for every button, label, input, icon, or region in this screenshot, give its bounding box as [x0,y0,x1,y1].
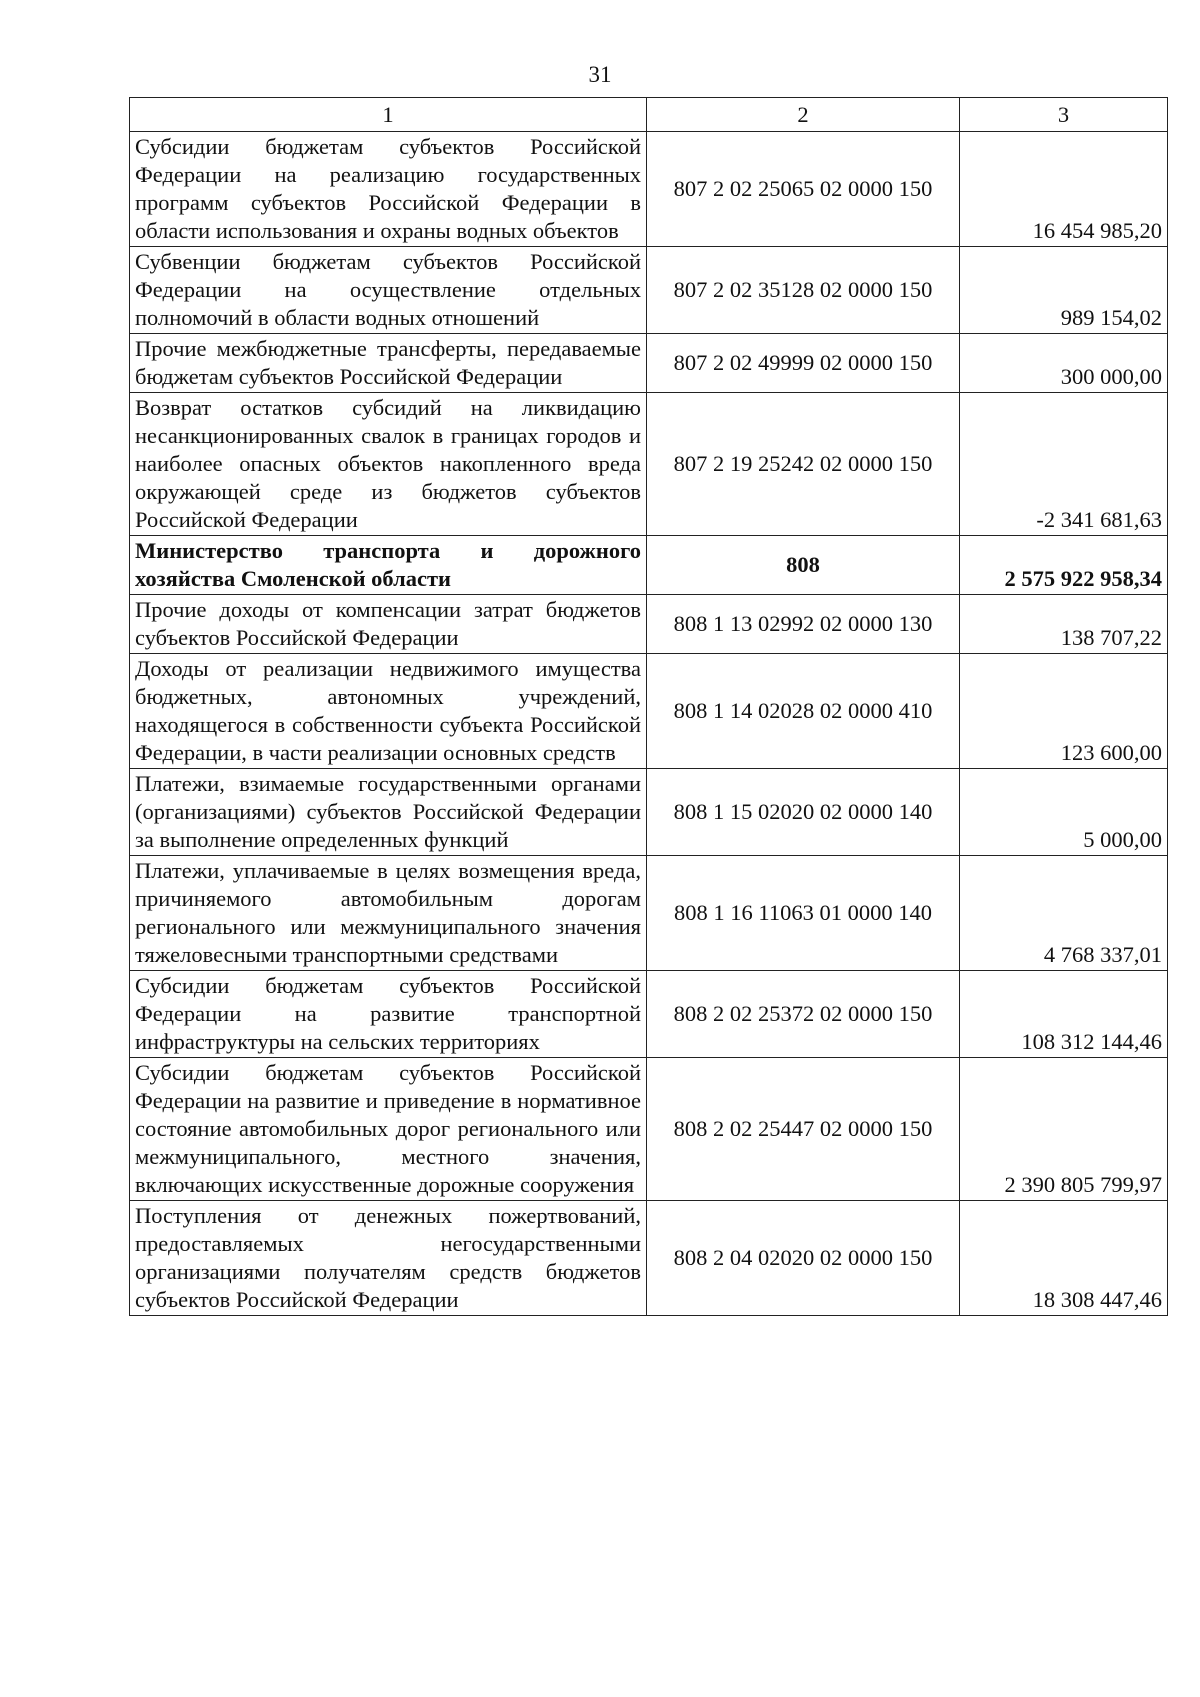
table-row [130,769,1168,856]
row-amount: 18 308 447,46 [960,1201,1168,1316]
row-budget-code: 808 1 16 11063 01 0000 140 [647,856,960,971]
table-row [130,536,1168,595]
table-row [130,856,1168,971]
row-budget-code: 807 2 02 25065 02 0000 150 [647,132,960,247]
row-amount: 300 000,00 [960,334,1168,393]
row-description: Субсидии бюджетам субъектов Российской Федерации на реализацию государственных программ субъектов Российской Федерации в области использования и охраны водных объектов [130,132,647,247]
table-row [130,971,1168,1058]
table-row [130,595,1168,654]
table-row [130,1058,1168,1201]
row-description: Возврат остатков субсидий на ликвидацию несанкционированных свалок в границах городов и наиболее опасных объектов накопленного вреда окружающей среде из бюджетов субъектов Российской Федерации [130,393,647,536]
row-amount: 989 154,02 [960,247,1168,334]
table-header-row [130,98,1168,132]
table-row [130,132,1168,247]
column-header-3: 3 [960,98,1168,132]
row-amount: 2 575 922 958,34 [960,536,1168,595]
column-header-2: 2 [647,98,960,132]
row-budget-code: 807 2 19 25242 02 0000 150 [647,393,960,536]
row-description: Субсидии бюджетам субъектов Российской Федерации на развитие и приведение в нормативное состояние автомобильных дорог регионального или межмуниципального, местного значения, включающих искусственные дорожные сооружения [130,1058,647,1201]
row-description: Прочие доходы от компенсации затрат бюджетов субъектов Российской Федерации [130,595,647,654]
row-amount: 16 454 985,20 [960,132,1168,247]
row-budget-code: 808 [647,536,960,595]
row-description: Платежи, уплачиваемые в целях возмещения вреда, причиняемого автомобильным дорогам регионального или межмуниципального значения тяжеловесными транспортными средствами [130,856,647,971]
row-amount: 123 600,00 [960,654,1168,769]
row-description: Министерство транспорта и дорожного хозяйства Смоленской области [130,536,647,595]
column-header-1: 1 [130,98,647,132]
row-budget-code: 808 1 14 02028 02 0000 410 [647,654,960,769]
row-amount: 5 000,00 [960,769,1168,856]
table-row [130,393,1168,536]
row-description: Платежи, взимаемые государственными органами (организациями) субъектов Российской Федерации за выполнение определенных функций [130,769,647,856]
page-number: 31 [588,62,612,87]
row-description: Доходы от реализации недвижимого имущества бюджетных, автономных учреждений, находящегося в собственности субъекта Российской Федерации, в части реализации основных средств [130,654,647,769]
row-amount: -2 341 681,63 [960,393,1168,536]
row-amount: 2 390 805 799,97 [960,1058,1168,1201]
table-body [130,132,1168,1316]
row-budget-code: 807 2 02 35128 02 0000 150 [647,247,960,334]
revenue-table [129,97,1168,1316]
table-row [130,247,1168,334]
row-description: Субсидии бюджетам субъектов Российской Федерации на развитие транспортной инфраструктуры на сельских территориях [130,971,647,1058]
row-description: Поступления от денежных пожертвований, предоставляемых негосударственными организациями получателям средств бюджетов субъектов Российской Федерации [130,1201,647,1316]
row-budget-code: 808 2 04 02020 02 0000 150 [647,1201,960,1316]
row-description: Субвенции бюджетам субъектов Российской Федерации на осуществление отдельных полномочий в области водных отношений [130,247,647,334]
table-row [130,654,1168,769]
row-amount: 138 707,22 [960,595,1168,654]
table-row [130,1201,1168,1316]
row-description: Прочие межбюджетные трансферты, передаваемые бюджетам субъектов Российской Федерации [130,334,647,393]
row-budget-code: 808 1 15 02020 02 0000 140 [647,769,960,856]
row-budget-code: 807 2 02 49999 02 0000 150 [647,334,960,393]
row-budget-code: 808 2 02 25372 02 0000 150 [647,971,960,1058]
row-amount: 108 312 144,46 [960,971,1168,1058]
row-amount: 4 768 337,01 [960,856,1168,971]
row-budget-code: 808 1 13 02992 02 0000 130 [647,595,960,654]
row-budget-code: 808 2 02 25447 02 0000 150 [647,1058,960,1201]
table-row [130,334,1168,393]
